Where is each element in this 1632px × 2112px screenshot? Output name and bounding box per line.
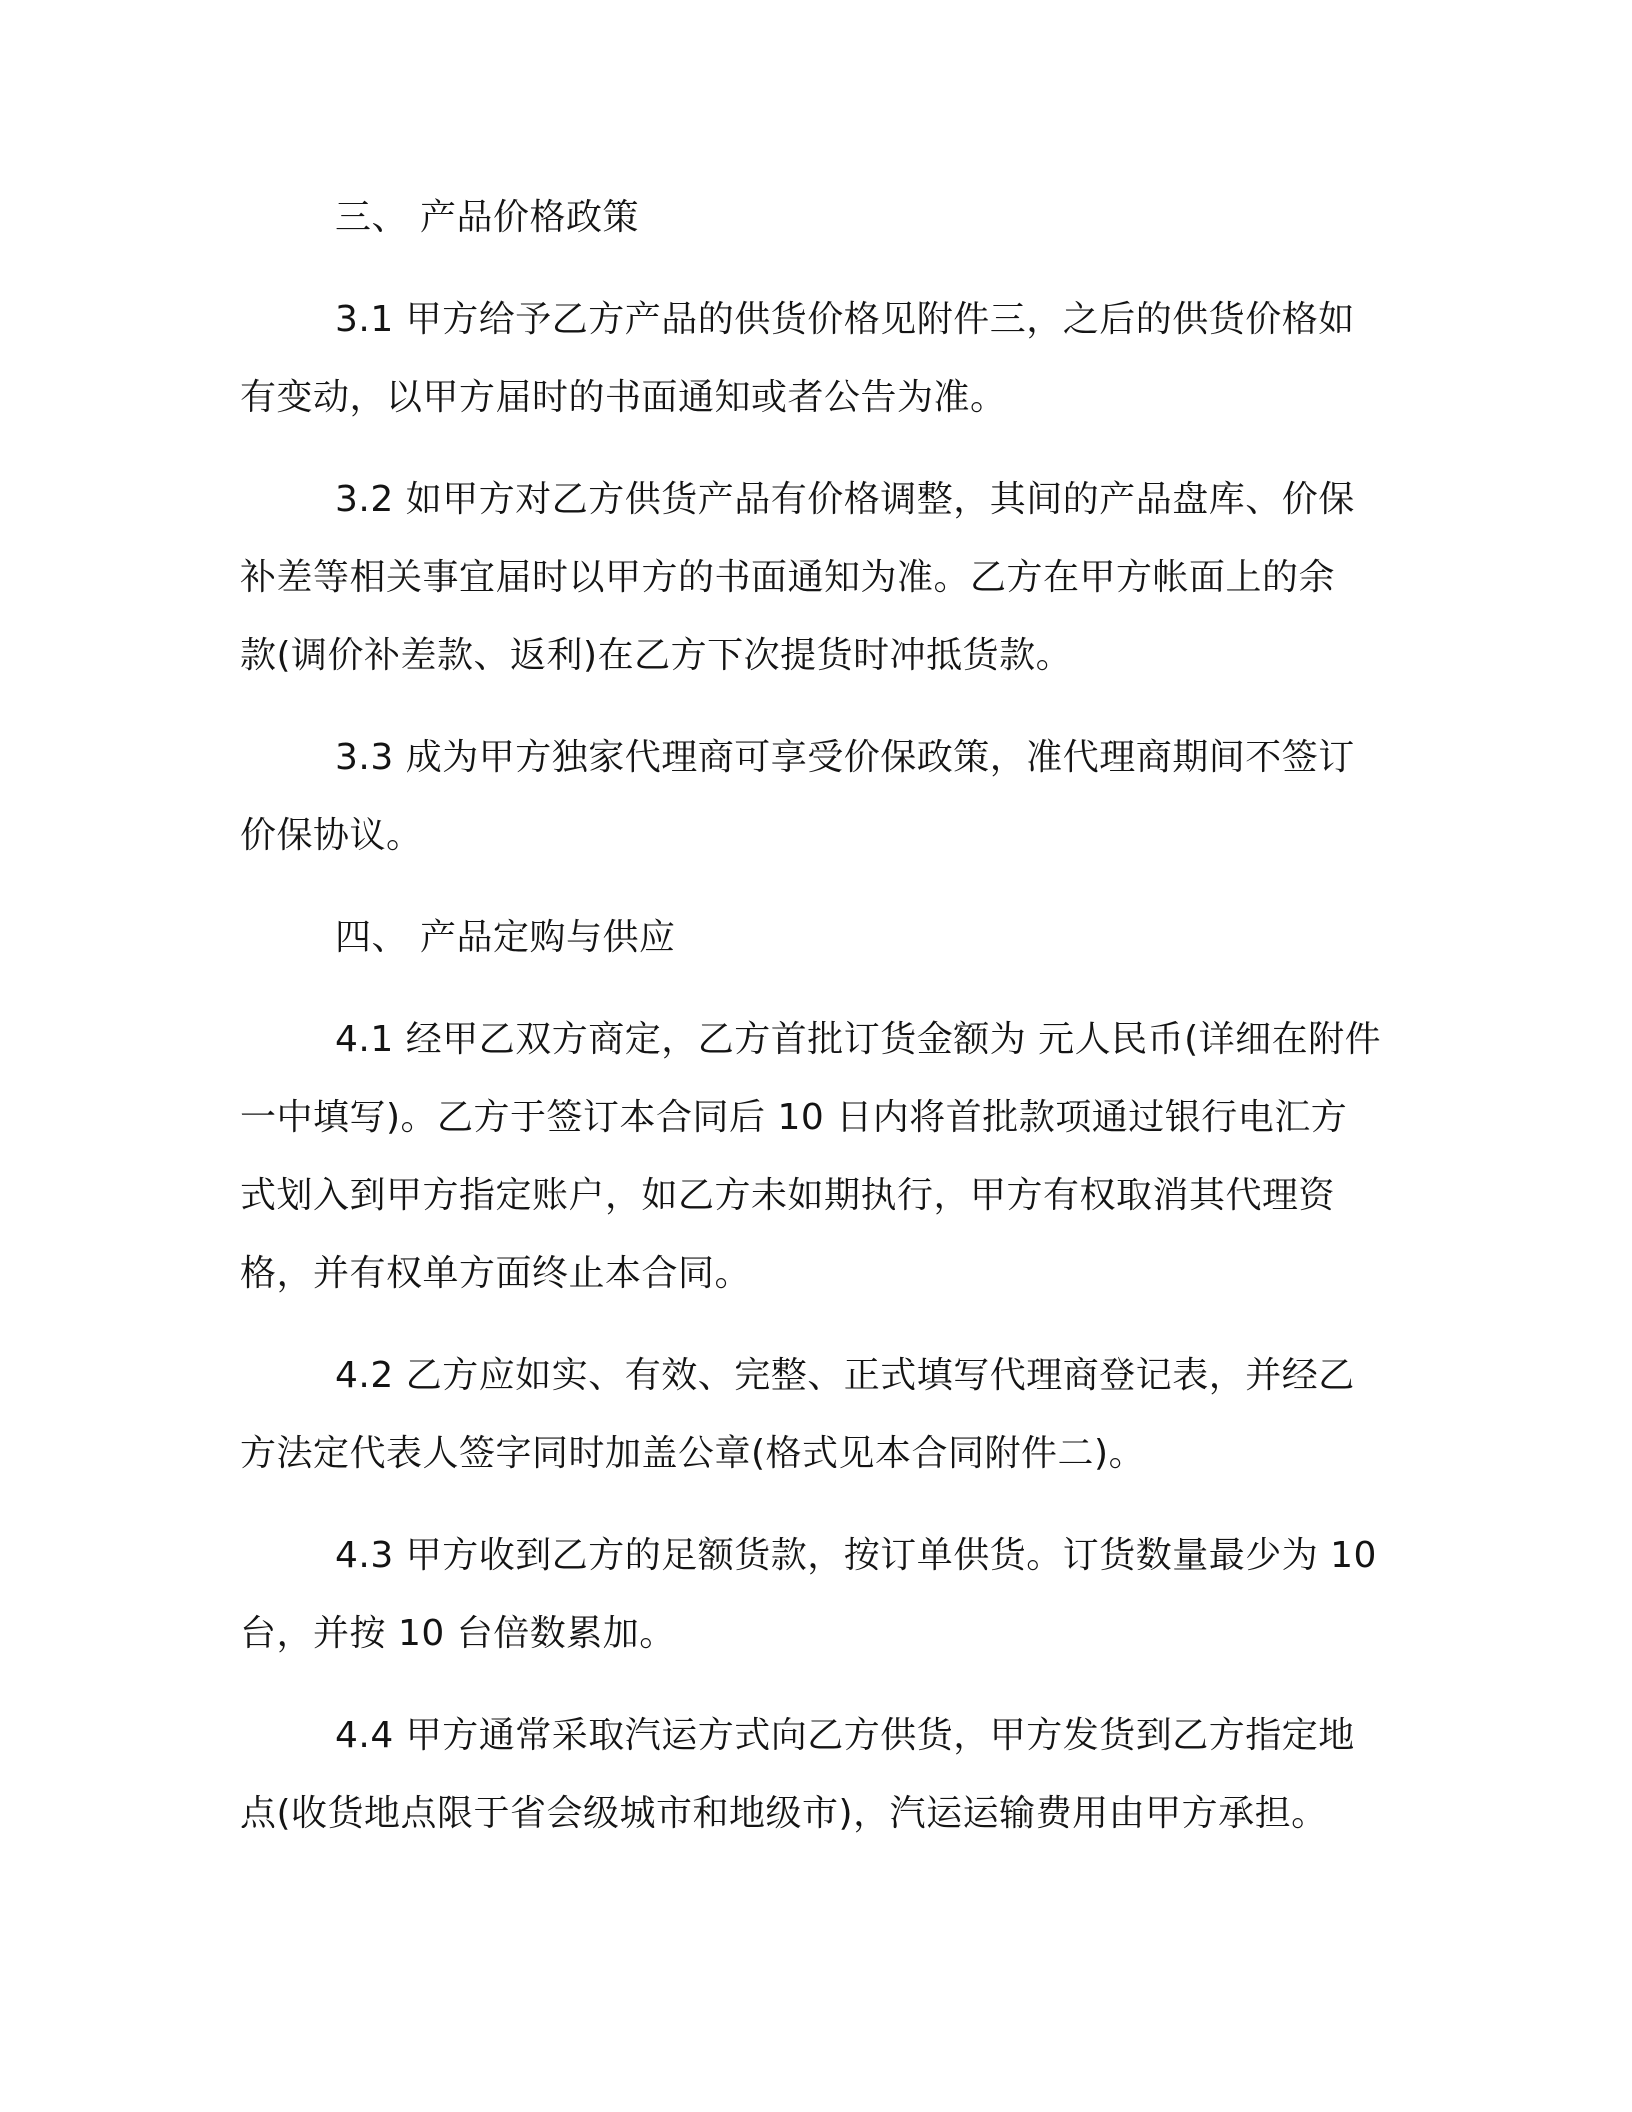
paragraph-3-3-line-2: 价保协议。 — [240, 815, 423, 856]
paragraph-3-1-line-2: 有变动，以甲方届时的书面通知或者公告为准。 — [240, 377, 1007, 418]
paragraph-4-1-line-2: 一中填写)。乙方于签订本合同后 10 日内将首批款项通过银行电汇方 — [240, 1097, 1348, 1138]
paragraph-4-3-line-1: 4.3 甲方收到乙方的足额货款，按订单供货。订货数量最少为 10 — [335, 1535, 1377, 1576]
paragraph-3-2-line-3: 款(调价补差款、返利)在乙方下次提货时冲抵货款。 — [240, 635, 1073, 676]
paragraph-4-4-line-2: 点(收货地点限于省会级城市和地级市)，汽运运输费用由甲方承担。 — [240, 1793, 1328, 1834]
paragraph-3-2-line-2: 补差等相关事宜届时以甲方的书面通知为准。乙方在甲方帐面上的余 — [240, 557, 1336, 598]
paragraph-4-2-line-2: 方法定代表人签字同时加盖公章(格式见本合同附件二)。 — [240, 1433, 1146, 1474]
paragraph-4-4-line-1: 4.4 甲方通常采取汽运方式向乙方供货，甲方发货到乙方指定地 — [335, 1715, 1355, 1756]
paragraph-4-1-line-4: 格，并有权单方面终止本合同。 — [240, 1253, 752, 1294]
paragraph-4-2-line-1: 4.2 乙方应如实、有效、完整、正式填写代理商登记表，并经乙 — [335, 1355, 1355, 1396]
paragraph-3-3-line-1: 3.3 成为甲方独家代理商可享受价保政策，准代理商期间不签订 — [335, 737, 1355, 778]
paragraph-3-2-line-1: 3.2 如甲方对乙方供货产品有价格调整，其间的产品盘库、价保 — [335, 479, 1355, 520]
section-3-heading: 三、 产品价格政策 — [335, 197, 639, 238]
paragraph-4-3-line-2: 台，并按 10 台倍数累加。 — [240, 1613, 676, 1654]
section-4-heading: 四、 产品定购与供应 — [335, 917, 676, 958]
paragraph-4-1-line-1: 4.1 经甲乙双方商定，乙方首批订货金额为 元人民币(详细在附件 — [335, 1019, 1382, 1060]
paragraph-4-1-line-3: 式划入到甲方指定账户，如乙方未如期执行，甲方有权取消其代理资 — [240, 1175, 1336, 1216]
paragraph-3-1-line-1: 3.1 甲方给予乙方产品的供货价格见附件三，之后的供货价格如 — [335, 299, 1355, 340]
